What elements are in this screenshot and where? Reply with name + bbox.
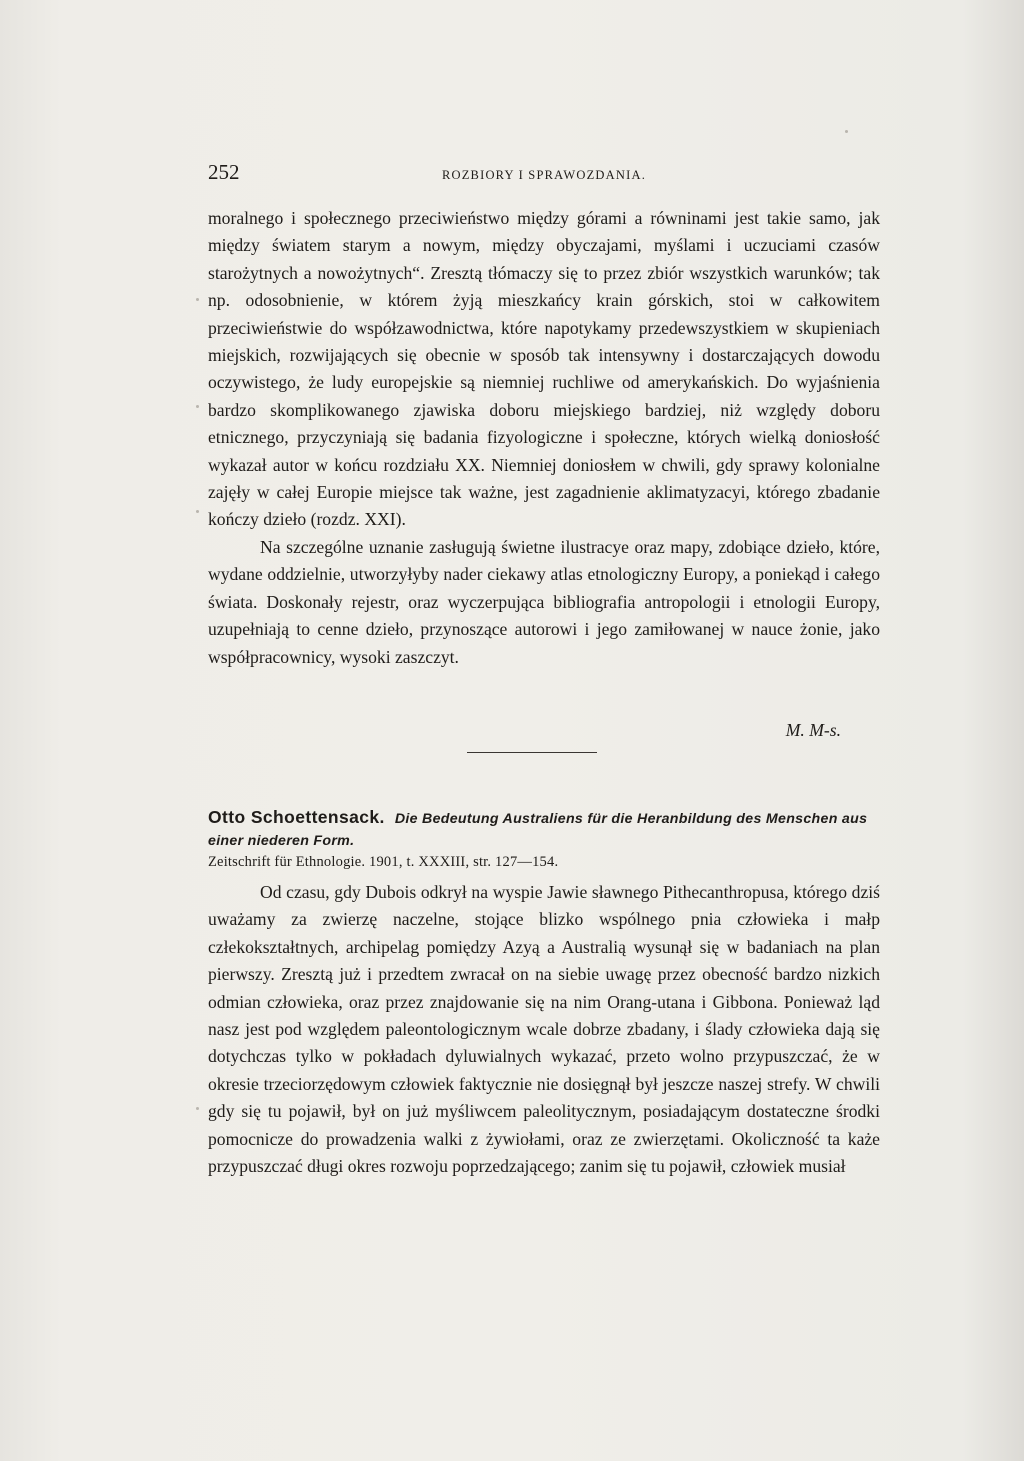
page-number: 252 <box>208 160 240 184</box>
review-1-paragraph-1: moralnego i społecznego przeciwieństwo między górami a równinami jest takie samo, jak między światem starym a nowym, między obyczajami, myślami i uczuciami czasów starożytnych a nowożytnych“. Zresztą tłómaczy się to przez zbiór wszystkich warunków; tak np. odosobnienie, w którem żyją mieszkańcy krain górskich, stoi w całkowitem przeciwieństwie do współzawodnictwa, które napotykamy przedewszystkiem w skupieniach miejskich, rozwijających się obecnie w sposób tak intensywny i dostarczających dowodu oczywistego, że ludy europejskie są niemniej ruchliwe od amerykańskich. Do wyjaśnienia bardzo skomplikowanego zjawiska doboru miejskiego bardziej, niż względy doboru etnicznego, przyczyniają się badania fizyologiczne i społeczne, których wielką doniosłość wykazał autor w końcu rozdziału XX. Niemniej doniosłem w chwili, gdy sprawy kolonialne zajęły w całej Europie miejsce tak ważne, jest zagadnienie aklimatyzacyi, którego zbadanie kończy dzieło (rozdz. XXI). <box>208 208 880 530</box>
review-2-paragraph-1: Od czasu, gdy Dubois odkrył na wyspie Jawie sławnego Pithecanthropusa, którego dziś uważamy za zwierzę naczelne, stojące blizko wspólnego pnia człowieka i małp człekokształtnych, archipelag pomiędzy Azyą a Australią wysunął się w badaniach na plan pierwszy. Zresztą już i przedtem zwracał on na siebie uwagę przez obecność bardzo nizkich odmian człowieka, oraz przez znajdowanie się na nim Orang-utana i Gibbona. Ponieważ ląd nasz jest pod względem paleontologicznym wcale dobrze zbadany, i ślady człowieka dają się dotychczas tylko w pokładach dyluwialnych wykazać, przeto wolno przypuszczać, że w okresie trzeciorzędowym człowiek faktycznie nie dosięgnął był jeszcze naszej strefy. W chwili gdy się tu pojawił, był on już myśliwcem paleolitycznym, posiadającym dostateczne środki pomocnicze do prowadzenia walki z żywiołami, oraz ze zwierzętami. Okoliczność ta każe przypuszczać długi okres rozwoju poprzedzającego; zanim się tu pojawił, człowiek musiał <box>208 882 880 1177</box>
reviewed-author: Otto Schoettensack. <box>208 807 385 827</box>
section-divider <box>467 752 597 753</box>
review-2-heading <box>208 806 880 852</box>
review-2-body <box>208 879 880 1180</box>
review-1-paragraph-2: Na szczególne uznanie zasługują świetne ilustracye oraz mapy, zdobiące dzieło, które, wydane oddzielnie, utworzyłyby nader ciekawy atlas etnologiczny Europy, a poniekąd i całego świata. Doskonały rejestr, oraz wyczerpująca bibliografia antropologii i etnologii Europy, uzupełniają to cenne dzieło, przynoszące autorowi i jego zamiłowanej w nauce żonie, jako współpracownicy, wysoki zaszczyt. <box>208 536 880 667</box>
reviewer-signature: M. M-s. <box>785 720 841 740</box>
reviewed-work-title: Die Bedeutung Australiens für die Heranbildung des Menschen aus einer niederen Form. <box>208 811 868 849</box>
ink-speck <box>845 130 848 133</box>
page-header <box>208 160 880 190</box>
running-head: ROZBIORY I SPRAWOZDANIA. <box>441 168 647 182</box>
ink-speck <box>196 298 199 301</box>
review-1-body <box>208 205 880 671</box>
reviewed-work-citation: Zeitschrift für Ethnologie. 1901, t. XXXIII, str. 127—154. <box>208 854 559 870</box>
ink-speck <box>196 1107 199 1110</box>
ink-speck <box>196 510 199 513</box>
ink-speck <box>196 405 199 408</box>
